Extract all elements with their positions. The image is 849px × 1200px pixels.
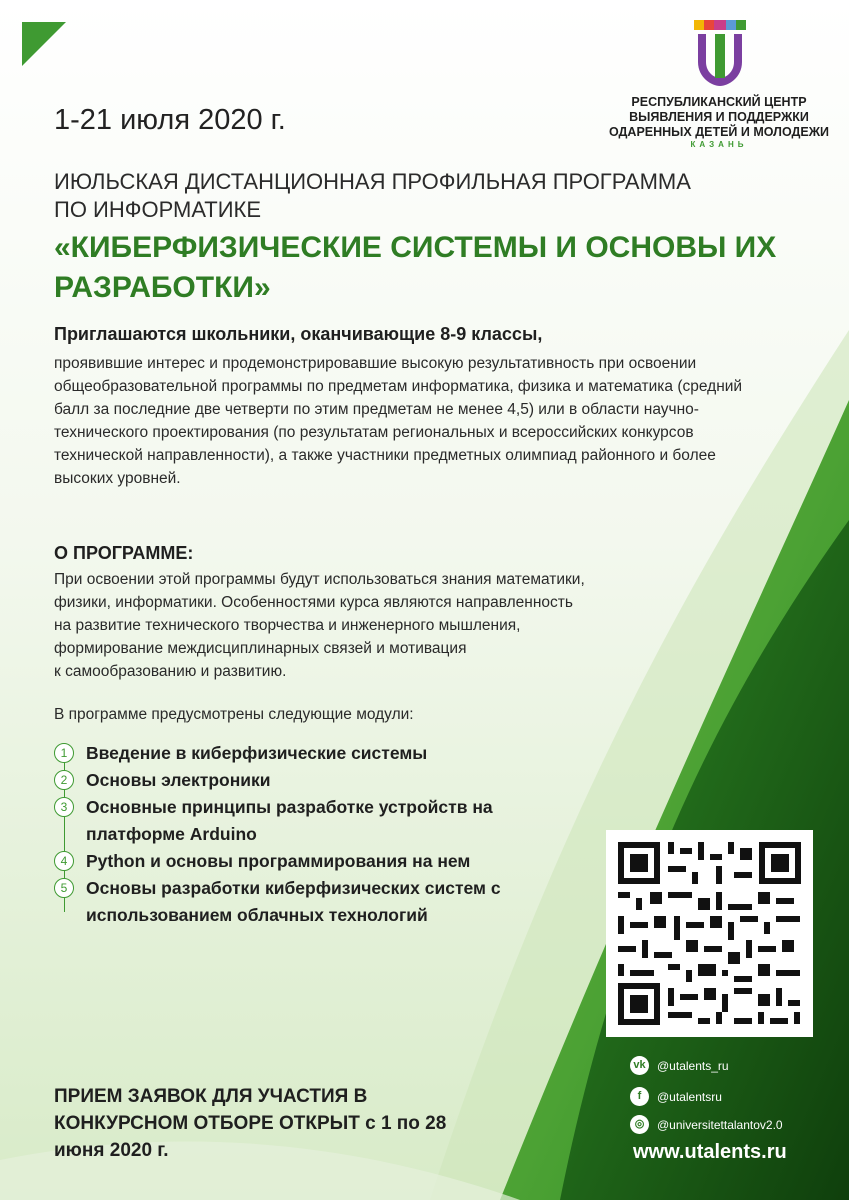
invite-heading: Приглашаются школьники, оканчивающие 8-9 классы,: [54, 324, 543, 344]
program-subtitle: ИЮЛЬСКАЯ ДИСТАНЦИОННАЯ ПРОФИЛЬНАЯ ПРОГРАММА ПО ИНФОРМАТИКЕ: [54, 169, 691, 222]
module-item: [54, 740, 574, 767]
vk-handle: @utalents_ru: [657, 1058, 729, 1073]
module-item: [54, 875, 526, 929]
instagram-handle: @universitettalantov2.0: [657, 1117, 783, 1132]
module-item: [54, 767, 574, 794]
invite-body: проявившие интерес и продемонстрировавшие высокую результативность при освоении общеобразовательной программы по предметам информатика, физика и математика (средний балл за последние две четверти по этим предметам не менее 4,5) или в области научно-технического проектирования (по результатам региональных и всероссийских конкурсов технической направленности), а также участники предметных олимпиад районного и более высоких уровней.: [54, 355, 743, 487]
module-text: Введение в киберфизические системы: [86, 743, 428, 763]
modules-list: [54, 740, 574, 929]
module-item: [54, 794, 556, 848]
module-item: [54, 848, 516, 875]
org-name-text: РЕСПУБЛИКАНСКИЙ ЦЕНТР ВЫЯВЛЕНИЯ И ПОДДЕРЖКИ ОДАРЕННЫХ ДЕТЕЙ И МОЛОДЕЖИ: [608, 95, 830, 139]
facebook-handle: @utalentsru: [657, 1089, 722, 1104]
application-notice: ПРИЕМ ЗАЯВОК ДЛЯ УЧАСТИЯ В КОНКУРСНОМ ОТБОРЕ ОТКРЫТ с 1 по 28 июня 2020 г.: [54, 1086, 447, 1161]
social-instagram[interactable]: [630, 1115, 783, 1134]
website-link[interactable]: www.utalents.ru: [633, 1141, 787, 1163]
about-heading: О ПРОГРАММЕ:: [54, 543, 194, 563]
org-name: [606, 95, 832, 150]
about-body: При освоении этой программы будут использоваться знания математики, физики, информатики. Особенностями курса являются направленность на развитие технического творчества и инженерного мышления, формирование междисциплинарных связей и мотивация к самообразованию и развитию.: [54, 571, 585, 680]
org-logo: [692, 18, 748, 88]
module-text: Основы электроники: [86, 770, 271, 790]
module-number: 2: [54, 770, 74, 790]
social-facebook[interactable]: [630, 1087, 722, 1106]
facebook-icon: f: [630, 1087, 649, 1106]
module-text: Python и основы программирования на нем: [86, 851, 471, 871]
corner-triangle: [22, 22, 66, 66]
module-text: Основные принципы разработке устройств на платформе Arduino: [86, 797, 493, 844]
social-vk[interactable]: [630, 1056, 729, 1075]
module-number: 1: [54, 743, 74, 763]
qr-code[interactable]: [606, 830, 813, 1037]
org-city: КАЗАНЬ: [690, 140, 748, 149]
instagram-icon: ◎: [630, 1115, 649, 1134]
modules-intro: В программе предусмотрены следующие модули:: [54, 706, 414, 723]
program-title: «КИБЕРФИЗИЧЕСКИЕ СИСТЕМЫ И ОСНОВЫ ИХ РАЗРАБОТКИ»: [54, 231, 777, 304]
program-dates: 1-21 июля 2020 г.: [54, 104, 286, 136]
vk-icon: vk: [630, 1056, 649, 1075]
module-number: 4: [54, 851, 74, 871]
module-number: 5: [54, 878, 74, 898]
module-text: Основы разработки киберфизических систем с использованием облачных технологий: [86, 878, 501, 925]
module-number: 3: [54, 797, 74, 817]
